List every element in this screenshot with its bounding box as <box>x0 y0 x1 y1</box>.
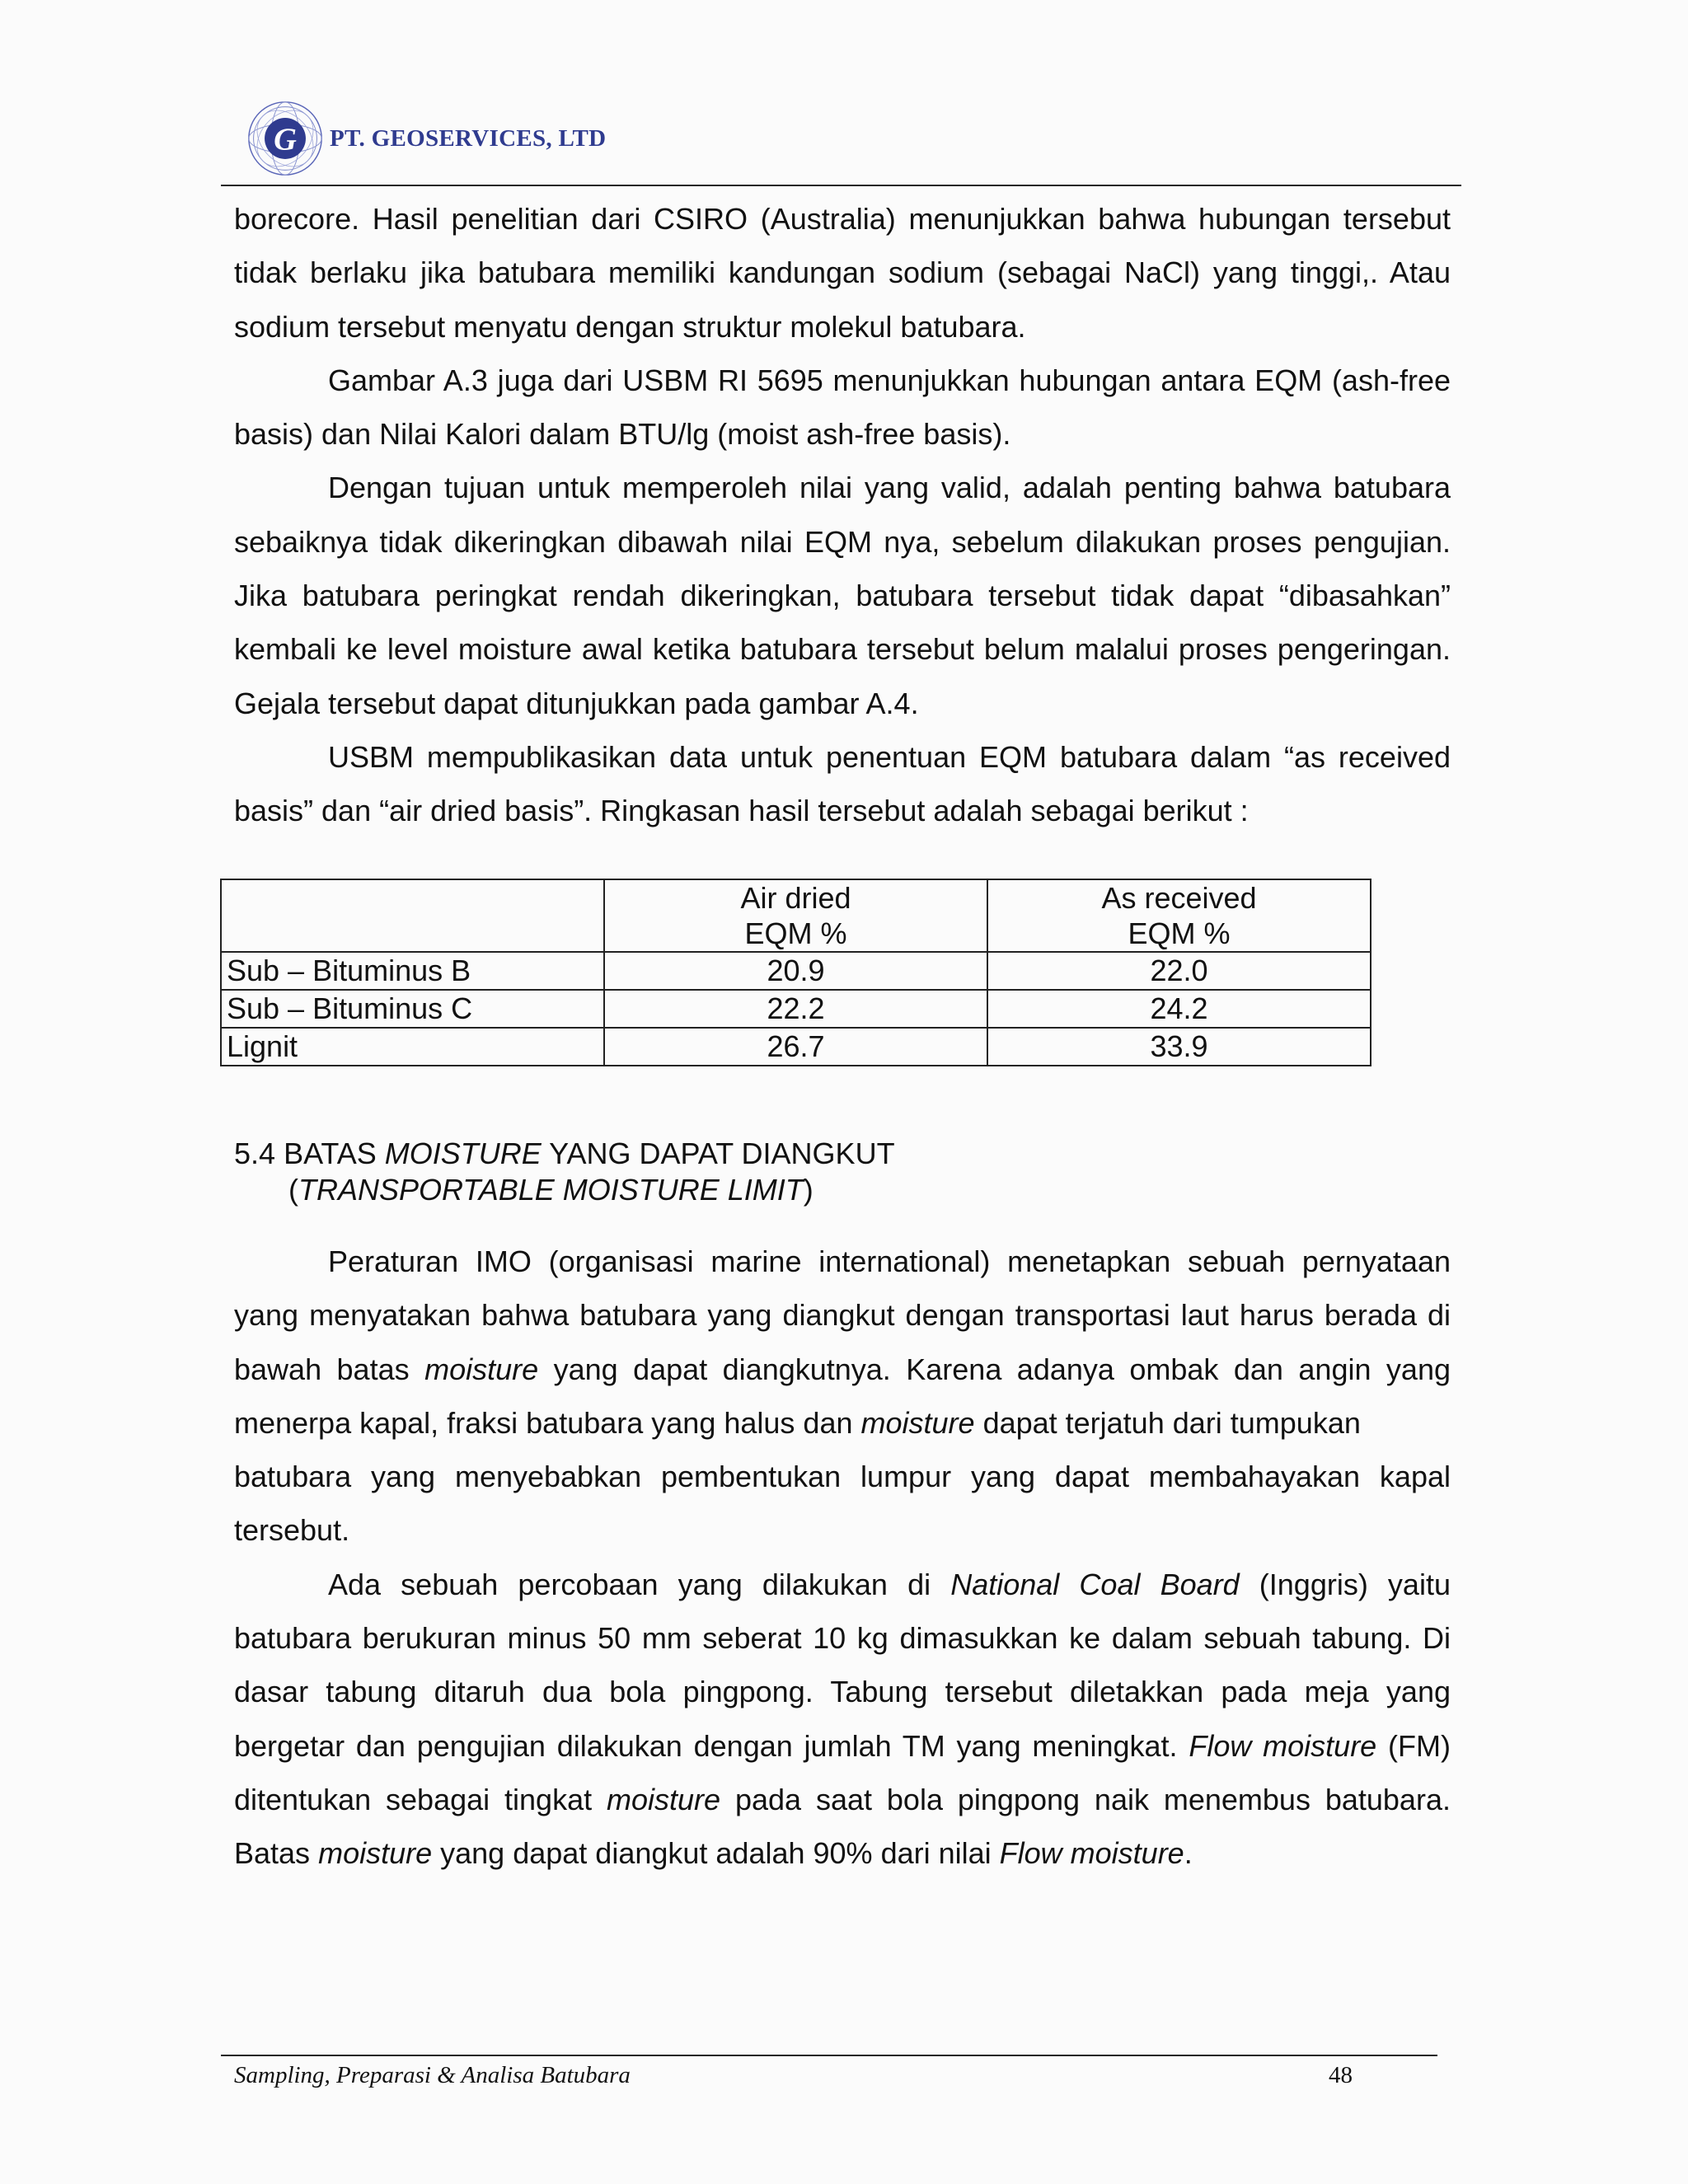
paragraph-imo: Peraturan IMO (organisasi marine international) menetapkan sebuah pernyataan yang menyatakan bahwa batubara yang diangkut dengan transportasi laut harus berada di bawah batas moisture yang dapat diangkutnya. Karena adanya ombak dan angin yang menerpa kapal, fraksi batubara yang halus dan moisture dapat terjatuh dari tumpukan <box>234 1244 1451 1440</box>
svg-text:G: G <box>274 122 297 157</box>
table-row <box>221 1028 1371 1066</box>
air-dried-cell: 26.7 <box>604 1028 987 1066</box>
eqm-table <box>220 879 1372 1066</box>
paragraph-4: USBM mempublikasikan data untuk penentuan EQM batubara dalam “as received basis” dan “air dried basis”. Ringkasan hasil tersebut adalah sebagai berikut : <box>234 739 1451 828</box>
coal-type-cell: Sub – Bituminus B <box>221 952 604 990</box>
company-logo-icon <box>246 99 325 178</box>
table-row <box>221 990 1371 1028</box>
paragraph-ncb: Ada sebuah percobaan yang dilakukan di National Coal Board (Inggris) yaitu batubara berukuran minus 50 mm seberat 10 kg dimasukkan ke dalam sebuah tabung. Di dasar tabung ditaruh dua bola pingpong. Tabung tersebut diletakkan pada meja yang bergetar dan pengujian dilakukan dengan jumlah TM yang meningkat. Flow moisture (FM) ditentukan sebagai tingkat moisture pada saat bola pingpong naik menembus batubara. Batas moisture yang dapat diangkut adalah 90% dari nilai Flow moisture. <box>234 1567 1451 1871</box>
paragraph-3: Dengan tujuan untuk memperoleh nilai yang valid, adalah penting bahwa batubara sebaiknya tidak dikeringkan dibawah nilai EQM nya, sebelum dilakukan proses pengujian. Jika batubara peringkat rendah dikeringkan, batubara tersebut tidak dapat “dibasahkan” kembali ke level moisture awal ketika batubara tersebut belum malalui proses pengeringan. Gejala tersebut dapat ditunjukkan pada gambar A.4. <box>234 471 1451 720</box>
intro-text <box>234 192 1451 838</box>
table-row <box>221 952 1371 990</box>
footer-rule <box>221 2055 1437 2056</box>
section-heading <box>234 1136 895 1208</box>
page-header <box>246 97 606 180</box>
as-received-cell: 22.0 <box>987 952 1371 990</box>
section-subtitle: (TRANSPORTABLE MOISTURE LIMIT) <box>288 1173 814 1207</box>
table-header-as-received: As received EQM % <box>987 879 1371 952</box>
table-header-empty <box>221 879 604 952</box>
table-header-row <box>221 879 1371 952</box>
air-dried-cell: 22.2 <box>604 990 987 1028</box>
coal-type-cell: Sub – Bituminus C <box>221 990 604 1028</box>
paragraph-2: Gambar A.3 juga dari USBM RI 5695 menunjukkan hubungan antara EQM (ash-free basis) dan Nilai Kalori dalam BTU/lg (moist ash-free basis). <box>234 363 1451 452</box>
page-number: 48 <box>1329 2062 1353 2088</box>
company-name: PT. GEOSERVICES, LTD <box>330 124 607 152</box>
coal-type-cell: Lignit <box>221 1028 604 1066</box>
footer-title: Sampling, Preparasi & Analisa Batubara <box>234 2062 631 2088</box>
as-received-cell: 24.2 <box>987 990 1371 1028</box>
paragraph-imo-cont: batubara yang menyebabkan pembentukan lumpur yang dapat membahayakan kapal tersebut. <box>234 1460 1451 1548</box>
section-text <box>234 1235 1451 1881</box>
header-rule <box>221 185 1461 186</box>
table-header-air-dried: Air dried EQM % <box>604 879 987 952</box>
as-received-cell: 33.9 <box>987 1028 1371 1066</box>
paragraph-1: borecore. Hasil penelitian dari CSIRO (Australia) menunjukkan bahwa hubungan tersebut tidak berlaku jika batubara memiliki kandungan sodium (sebagai NaCl) yang tinggi,. Atau sodium tersebut menyatu dengan struktur molekul batubara. <box>234 202 1451 344</box>
air-dried-cell: 20.9 <box>604 952 987 990</box>
section-title: 5.4 BATAS MOISTURE YANG DAPAT DIANGKUT <box>234 1137 895 1170</box>
